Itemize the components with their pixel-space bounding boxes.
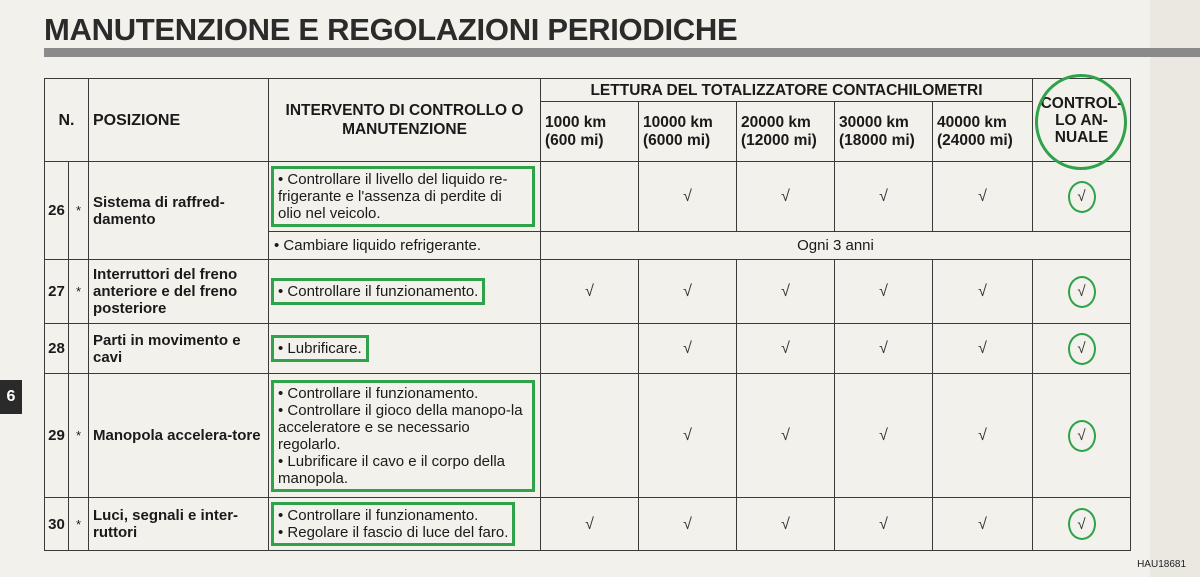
table-row bbox=[45, 374, 1131, 498]
page-title: MANUTENZIONE E REGOLAZIONI PERIODICHE bbox=[44, 12, 738, 47]
cell-1000 bbox=[541, 324, 639, 374]
cell-30000: √ bbox=[835, 260, 933, 324]
header-km-40000: 40000 km (24000 mi) bbox=[933, 102, 1033, 162]
cell-20000: √ bbox=[737, 324, 835, 374]
row-star bbox=[69, 324, 89, 374]
header-km-10000: 10000 km (6000 mi) bbox=[639, 102, 737, 162]
cell-1000: √ bbox=[541, 260, 639, 324]
cell-40000: √ bbox=[933, 260, 1033, 324]
row-action bbox=[269, 162, 541, 232]
cell-30000: √ bbox=[835, 374, 933, 498]
cell-30000: √ bbox=[835, 498, 933, 551]
row-number: 27 bbox=[45, 260, 69, 324]
header-annual: CONTROL-LO AN-NUALE bbox=[1033, 79, 1131, 162]
header-n: N. bbox=[45, 79, 89, 162]
highlight-circle: √ bbox=[1068, 508, 1096, 540]
row-star: * bbox=[69, 162, 89, 260]
title-rule bbox=[44, 48, 1200, 57]
reference-code: HAU18681 bbox=[1137, 559, 1186, 570]
cell-40000: √ bbox=[933, 162, 1033, 232]
row-position: Luci, segnali e inter-ruttori bbox=[89, 498, 269, 551]
cell-annual bbox=[1033, 374, 1131, 498]
cell-30000: √ bbox=[835, 162, 933, 232]
cell-10000: √ bbox=[639, 162, 737, 232]
cell-annual bbox=[1033, 260, 1131, 324]
row-position: Parti in movimento e cavi bbox=[89, 324, 269, 374]
highlight-circle: √ bbox=[1068, 420, 1096, 452]
table-row bbox=[45, 260, 1131, 324]
row-action bbox=[269, 374, 541, 498]
cell-30000: √ bbox=[835, 324, 933, 374]
cell-20000: √ bbox=[737, 260, 835, 324]
cell-40000: √ bbox=[933, 498, 1033, 551]
cell-1000: √ bbox=[541, 498, 639, 551]
cell-40000: √ bbox=[933, 374, 1033, 498]
cell-1000 bbox=[541, 162, 639, 232]
header-odometer-group: LETTURA DEL TOTALIZZATORE CONTACHILOMETRI bbox=[541, 79, 1033, 102]
row-action bbox=[269, 260, 541, 324]
cell-annual bbox=[1033, 498, 1131, 551]
highlight-box: • Controllare il livello del liquido re-frigerante e l'assenza di perdite di olio nel veicolo. bbox=[271, 166, 535, 227]
highlight-box: • Controllare il funzionamento. • Regolare il fascio di luce del faro. bbox=[271, 502, 515, 546]
chapter-tab: 6 bbox=[0, 380, 22, 414]
header-km-1000: 1000 km (600 mi) bbox=[541, 102, 639, 162]
cell-20000: √ bbox=[737, 498, 835, 551]
row-star: * bbox=[69, 374, 89, 498]
highlight-box: • Controllare il funzionamento. bbox=[271, 278, 485, 305]
table-row bbox=[45, 324, 1131, 374]
row-action: • Cambiare liquido refrigerante. bbox=[269, 232, 541, 260]
row-position: Interruttori del freno anteriore e del freno posteriore bbox=[89, 260, 269, 324]
header-km-20000: 20000 km (12000 mi) bbox=[737, 102, 835, 162]
highlight-circle: √ bbox=[1068, 276, 1096, 308]
annual-highlight-ellipse bbox=[1035, 74, 1127, 170]
cell-20000: √ bbox=[737, 374, 835, 498]
row-star: * bbox=[69, 498, 89, 551]
cell-40000: √ bbox=[933, 324, 1033, 374]
cell-1000 bbox=[541, 374, 639, 498]
row-star: * bbox=[69, 260, 89, 324]
table-row bbox=[45, 162, 1131, 232]
row-number: 30 bbox=[45, 498, 69, 551]
row-number: 29 bbox=[45, 374, 69, 498]
cell-20000: √ bbox=[737, 162, 835, 232]
maintenance-table bbox=[44, 78, 1131, 551]
highlight-circle: √ bbox=[1068, 333, 1096, 365]
cell-10000: √ bbox=[639, 498, 737, 551]
cell-every-3-years: Ogni 3 anni bbox=[541, 232, 1131, 260]
header-position: POSIZIONE bbox=[89, 79, 269, 162]
row-number: 28 bbox=[45, 324, 69, 374]
cell-10000: √ bbox=[639, 374, 737, 498]
highlight-circle: √ bbox=[1068, 181, 1096, 213]
highlight-box: • Lubrificare. bbox=[271, 335, 369, 362]
cell-annual bbox=[1033, 324, 1131, 374]
highlight-box: • Controllare il funzionamento. • Controllare il gioco della manopo-la acceleratore e se necessario regolarlo. • Lubrificare il cavo e il corpo della manopola. bbox=[271, 380, 535, 492]
cell-10000: √ bbox=[639, 324, 737, 374]
header-intervention: INTERVENTO DI CONTROLLO O MANUTENZIONE bbox=[269, 79, 541, 162]
cell-annual bbox=[1033, 162, 1131, 232]
row-number: 26 bbox=[45, 162, 69, 260]
row-position: Manopola accelera-tore bbox=[89, 374, 269, 498]
row-action bbox=[269, 498, 541, 551]
row-position: Sistema di raffred-damento bbox=[89, 162, 269, 260]
table-row bbox=[45, 498, 1131, 551]
adjacent-page-edge bbox=[1150, 0, 1200, 577]
cell-10000: √ bbox=[639, 260, 737, 324]
header-km-30000: 30000 km (18000 mi) bbox=[835, 102, 933, 162]
row-action bbox=[269, 324, 541, 374]
